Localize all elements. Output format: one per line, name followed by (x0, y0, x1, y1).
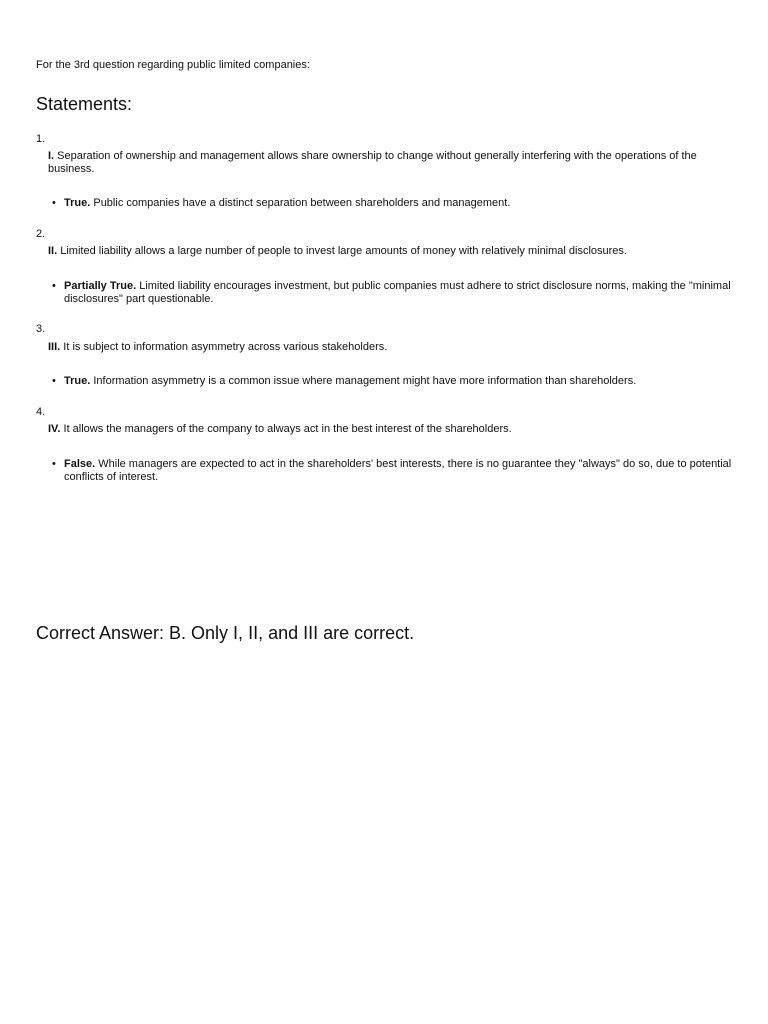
statement-body: It is subject to information asymmetry across various stakeholders. (60, 341, 388, 353)
verdict-label: True. (64, 197, 91, 209)
item-number: 2. (36, 228, 46, 240)
statement-body: It allows the managers of the company to always act in the best interest of the shareholders. (60, 423, 512, 435)
evaluation-item (52, 458, 738, 484)
statement-body: Limited liability allows a large number of people to invest large amounts of money with relatively minimal disclosures. (57, 245, 627, 257)
bullet-icon: • (52, 280, 56, 292)
verdict-label: Partially True. (64, 280, 137, 292)
verdict-explanation: Information asymmetry is a common issue where management might have more information than shareholders. (90, 375, 637, 387)
statements-heading: Statements: (36, 94, 133, 114)
statement-label: IV. (48, 423, 61, 435)
evaluation-item (52, 280, 738, 306)
statement-body: Separation of ownership and management allows share ownership to change without generally interfering with the operations of the business. (48, 150, 697, 175)
evaluation-item (52, 197, 738, 210)
item-number: 3. (36, 323, 46, 335)
correct-answer: Correct Answer: B. Only I, II, and III are correct. (36, 623, 415, 643)
verdict-label: False. (64, 458, 96, 470)
statement-label: I. (48, 150, 55, 162)
verdict-explanation: Limited liability encourages investment, but public companies must adhere to strict disclosure norms, making the "minimal disclosures" part questionable. (64, 280, 731, 305)
statement-text (48, 245, 738, 258)
statement-label: II. (48, 245, 58, 257)
item-number: 4. (36, 406, 46, 418)
verdict-explanation: Public companies have a distinct separation between shareholders and management. (90, 197, 511, 209)
statement-text (48, 150, 738, 176)
bullet-icon: • (52, 458, 56, 470)
item-number: 1. (36, 133, 46, 145)
bullet-icon: • (52, 375, 56, 387)
verdict-label: True. (64, 375, 91, 387)
evaluation-item (52, 375, 738, 388)
statement-text (48, 341, 738, 354)
bullet-icon: • (52, 197, 56, 209)
statement-label: III. (48, 341, 61, 353)
statement-text (48, 423, 738, 436)
intro-text: For the 3rd question regarding public limited companies: (36, 59, 310, 71)
verdict-explanation: While managers are expected to act in the shareholders' best interests, there is no guarantee they "always" do so, due to potential conflicts of interest. (64, 458, 732, 483)
